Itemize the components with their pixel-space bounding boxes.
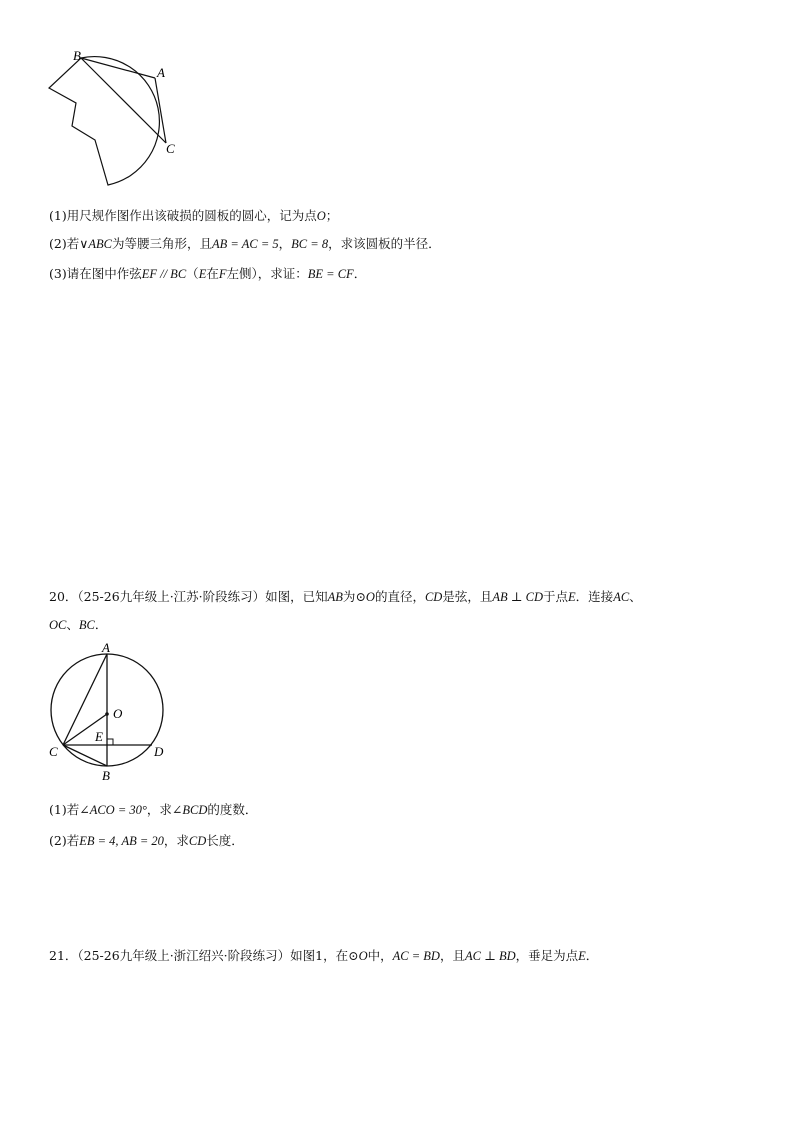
q21-header: 21．（25-26九年级上·浙江绍兴·阶段练习）如图1，在⊙O中，AC = BD，且AC ⊥ BD，垂足为点E． [49,948,599,963]
q20-part2: (2)若EB = 4, AB = 20，求CD长度． [49,833,244,848]
q19-part1: (1)用尺规作图作出该破损的圆板的圆心，记为点O； [49,208,339,223]
label-a: A [102,640,110,655]
center-point-o [105,712,109,716]
label-o: O [113,706,123,721]
label-b: B [102,768,110,783]
label-b: B [73,48,81,63]
q19-part3: (3)请在图中作弦EF // BC（E在F左侧），求证：BE = CF． [49,266,367,281]
q20-part1: (1)若∠ACO = 30°，求∠BCD的度数． [49,802,258,817]
q20-header-line2: OC、BC． [49,617,108,632]
label-c: C [166,141,175,156]
right-angle-mark [107,739,113,745]
label-e: E [95,729,103,744]
q19-part2: (2)若∨ABC为等腰三角形，且AB = AC = 5，BC = 8，求该圆板的半径． [49,236,441,251]
q20-header: 20．（25-26九年级上·江苏·阶段练习）如图，已知AB为⊙O的直径，CD是弦，且AB ⊥ CD于点E．连接AC、 [49,589,642,604]
segment-bc [63,745,107,766]
label-c: C [49,744,58,759]
label-a: A [157,65,165,80]
label-d: D [154,744,164,759]
